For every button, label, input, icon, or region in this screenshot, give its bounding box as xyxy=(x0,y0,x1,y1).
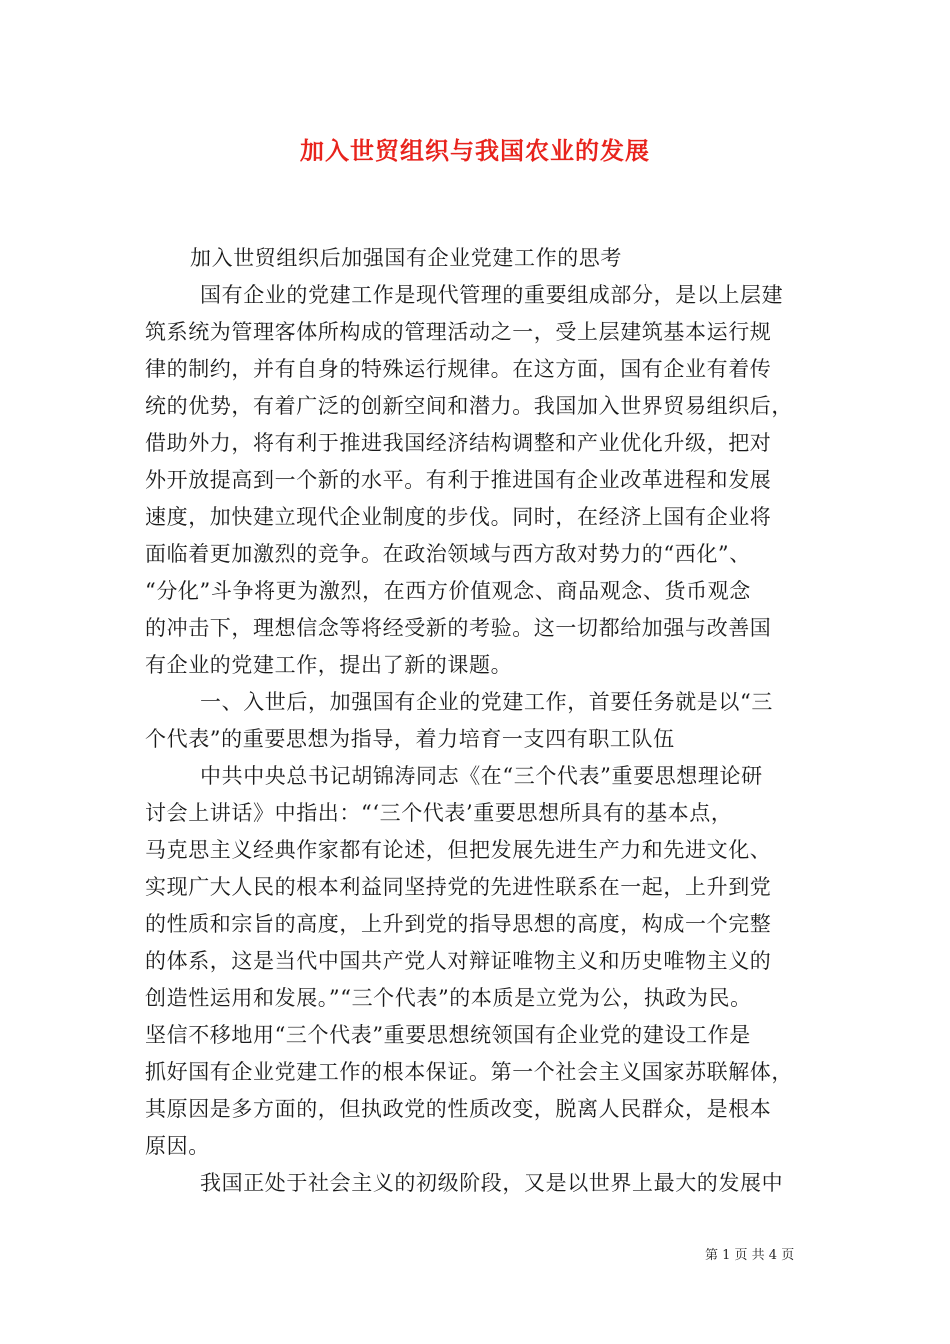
body-line: 坚信不移地用“三个代表”重要思想统领国有企业党的建设工作是 xyxy=(145,1023,751,1047)
body-line: 马克思主义经典作家都有论述，但把发展先进生产力和先进文化、 xyxy=(145,838,772,862)
body-line: 外开放提高到一个新的水平。有利于推进国有企业改革进程和发展 xyxy=(145,468,772,492)
body-line: 面临着更加激烈的竞争。在政治领域与西方敌对势力的“西化”、 xyxy=(145,542,751,566)
body-line: 一、入世后，加强国有企业的党建工作，首要任务就是以“三 xyxy=(200,690,773,714)
document-title: 加入世贸组织与我国农业的发展 xyxy=(300,136,650,165)
body-line: 中共中央总书记胡锦涛同志《在“三个代表”重要思想理论研 xyxy=(200,764,763,788)
body-line: 个代表”的重要思想为指导，着力培育一支四有职工队伍 xyxy=(145,727,675,751)
body-line: 有企业的党建工作，提出了新的课题。 xyxy=(145,653,513,677)
body-line: 借助外力，将有利于推进我国经济结构调整和产业优化升级，把对 xyxy=(145,431,772,455)
body-line: 律的制约，并有自身的特殊运行规律。在这方面，国有企业有着传 xyxy=(145,357,772,381)
body-line: 的体系，这是当代中国共产党人对辩证唯物主义和历史唯物主义的 xyxy=(145,949,772,973)
body-line: 创造性运用和发展。”“三个代表”的本质是立党为公，执政为民。 xyxy=(145,986,752,1010)
page-number-footer: 第 1 页 共 4 页 xyxy=(705,1248,795,1263)
body-line: 讨会上讲话》中指出：“‘三个代表’重要思想所具有的基本点， xyxy=(145,801,733,825)
body-line: “分化”斗争将更为激烈，在西方价值观念、商品观念、货币观念 xyxy=(145,579,751,603)
body-line: 速度，加快建立现代企业制度的步伐。同时，在经济上国有企业将 xyxy=(145,505,772,529)
body-line: 我国正处于社会主义的初级阶段，又是以世界上最大的发展中 xyxy=(200,1171,784,1195)
body-line: 的性质和宗旨的高度，上升到党的指导思想的高度，构成一个完整 xyxy=(145,912,772,936)
body-line: 原因。 xyxy=(145,1134,210,1158)
body-line: 加入世贸组织后加强国有企业党建工作的思考 xyxy=(190,246,622,270)
body-line: 其原因是多方面的，但执政党的性质改变，脱离人民群众，是根本 xyxy=(145,1097,772,1121)
body-line: 统的优势，有着广泛的创新空间和潜力。我国加入世界贸易组织后， xyxy=(145,394,793,418)
body-line: 的冲击下，理想信念等将经受新的考验。这一切都给加强与改善国 xyxy=(145,616,772,640)
body-line: 抓好国有企业党建工作的根本保证。第一个社会主义国家苏联解体， xyxy=(145,1060,793,1084)
body-line: 筑系统为管理客体所构成的管理活动之一，受上层建筑基本运行规 xyxy=(145,320,772,344)
body-line: 国有企业的党建工作是现代管理的重要组成部分，是以上层建 xyxy=(200,283,784,307)
body-line: 实现广大人民的根本利益同坚持党的先进性联系在一起，上升到党 xyxy=(145,875,772,899)
